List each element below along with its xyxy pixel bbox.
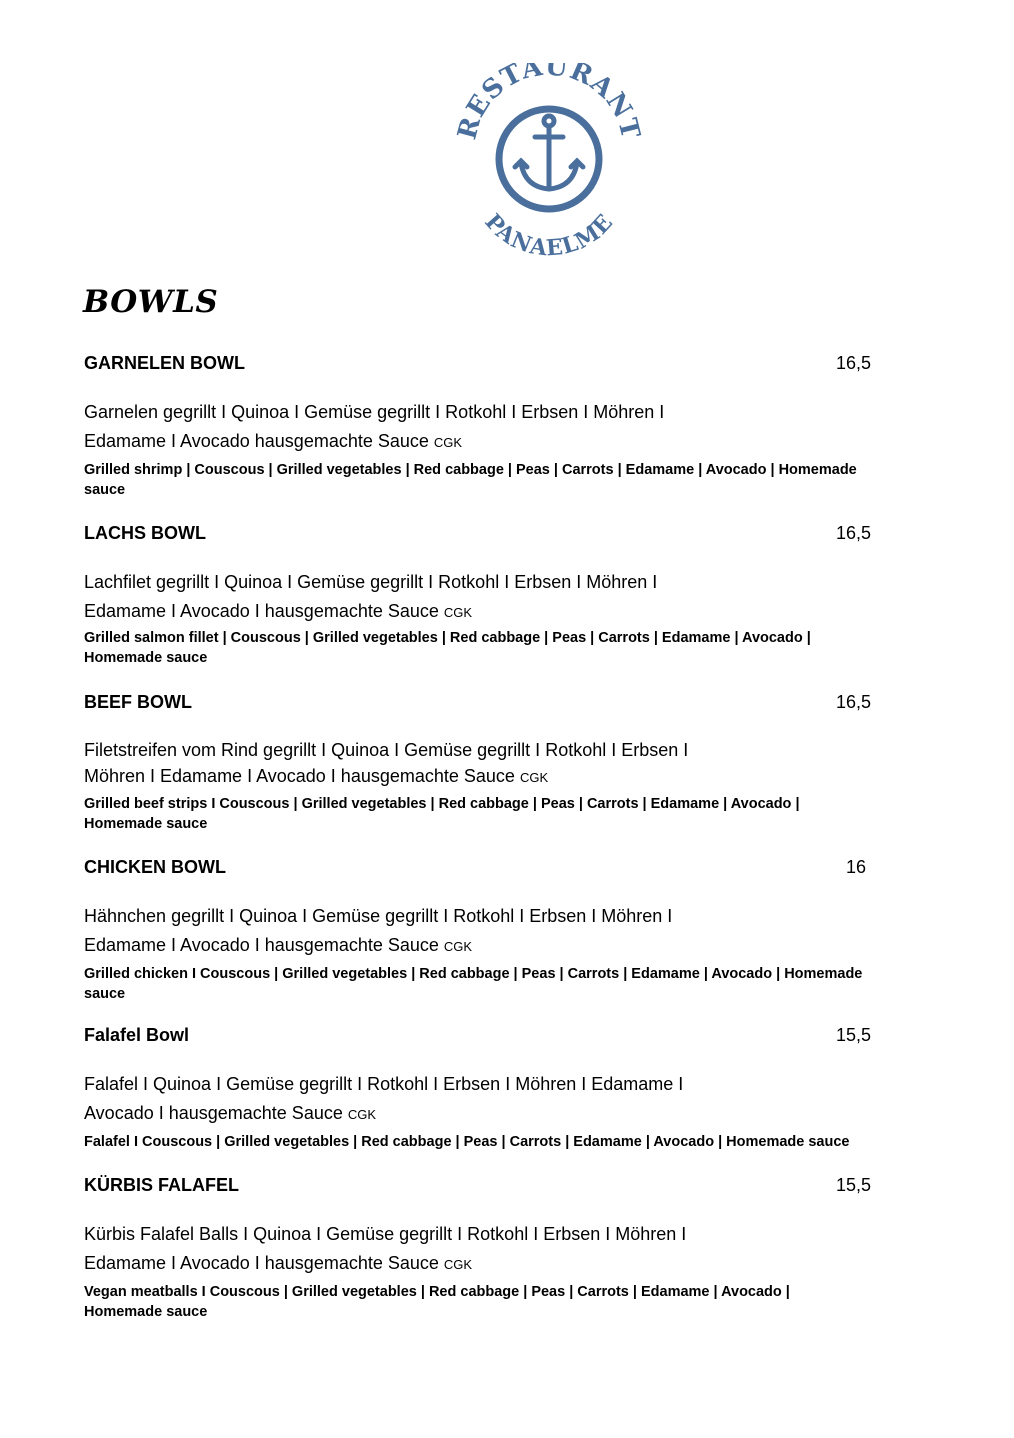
item-description-en: Grilled shrimp | Couscous | Grilled vegetables | Red cabbage | Peas | Carrots | Edamame | Avocado | Homemade sauce [84,462,857,498]
item-name: CHICKEN BOWL [84,857,226,877]
anchor-icon [515,116,583,189]
item-name: GARNELEN BOWL [84,353,245,373]
allergen-code: CGK [443,939,473,954]
item-description-en: Grilled chicken I Couscous | Grilled vegetables | Red cabbage | Peas | Carrots | Edamame | Avocado | Homemade sauce [84,966,863,1002]
item-price: 16,5 [836,523,872,543]
item-name: KÜRBIS FALAFEL [84,1175,239,1195]
menu-item [84,691,944,834]
menu-item [84,856,944,1004]
item-price: 16,5 [836,353,872,373]
item-price: 16,5 [836,692,872,712]
item-description-de: Lachfilet gegrillt I Quinoa I Gemüse gegrillt I Rotkohl I Erbsen I Möhren I Edamame I Avocado I hausgemachte Sauce CGK [84,572,658,621]
menu-item [84,352,944,500]
svg-text:PANAELME [479,209,618,262]
item-name: BEEF BOWL [84,692,192,712]
menu-item [84,1024,944,1153]
logo-top-text: RESTAURANT [455,63,643,143]
menu-item [84,522,944,668]
allergen-code: CGK [519,770,549,785]
allergen-code: CGK [433,435,463,450]
item-name: LACHS BOWL [84,523,206,543]
item-description-en: Grilled beef strips I Couscous | Grilled vegetables | Red cabbage | Peas | Carrots | Edamame | Avocado | Homemade sauce [84,796,800,832]
item-price: 16 [846,857,867,877]
item-description-de: Garnelen gegrillt I Quinoa I Gemüse gegrillt I Rotkohl I Erbsen I Möhren I Edamame I Avocado hausgemachte Sauce CGK [84,402,665,451]
allergen-code: CGK [443,1257,473,1272]
logo-bottom-text: PANAELME [479,208,619,262]
item-price: 15,5 [836,1175,872,1195]
anchor-logo-graphic [455,63,643,263]
item-description-en: Grilled salmon fillet | Couscous | Grilled vegetables | Red cabbage | Peas | Carrots | Edamame | Avocado | Homemade sauce [84,630,811,666]
item-name: Falafel Bowl [84,1025,190,1045]
menu-item [84,1174,944,1322]
item-description-en: Falafel I Couscous | Grilled vegetables | Red cabbage | Peas | Carrots | Edamame | Avocado | Homemade sauce [84,1134,850,1150]
allergen-code: CGK [347,1107,377,1122]
item-description-de: Kürbis Falafel Balls I Quinoa I Gemüse gegrillt I Rotkohl I Erbsen I Möhren I Edamame I Avocado I hausgemachte Sauce CGK [84,1224,687,1273]
item-price: 15,5 [836,1025,872,1045]
allergen-code: CGK [443,605,473,620]
item-description-de: Filetstreifen vom Rind gegrillt I Quinoa I Gemüse gegrillt I Rotkohl I Erbsen I Möhren I Edamame I Avocado I hausgemachte Sauce CGK [84,740,689,786]
section-title: BOWLS [83,284,219,320]
item-description-en: Vegan meatballs I Couscous | Grilled vegetables | Red cabbage | Peas | Carrots | Edamame | Avocado | Homemade sauce [84,1284,790,1320]
restaurant-logo [455,63,643,263]
item-description-de: Hähnchen gegrillt I Quinoa I Gemüse gegrillt I Rotkohl I Erbsen I Möhren I Edamame I Avocado I hausgemachte Sauce CGK [84,906,673,955]
item-description-de: Falafel I Quinoa I Gemüse gegrillt I Rotkohl I Erbsen I Möhren I Edamame I Avocado I hausgemachte Sauce CGK [84,1074,684,1123]
